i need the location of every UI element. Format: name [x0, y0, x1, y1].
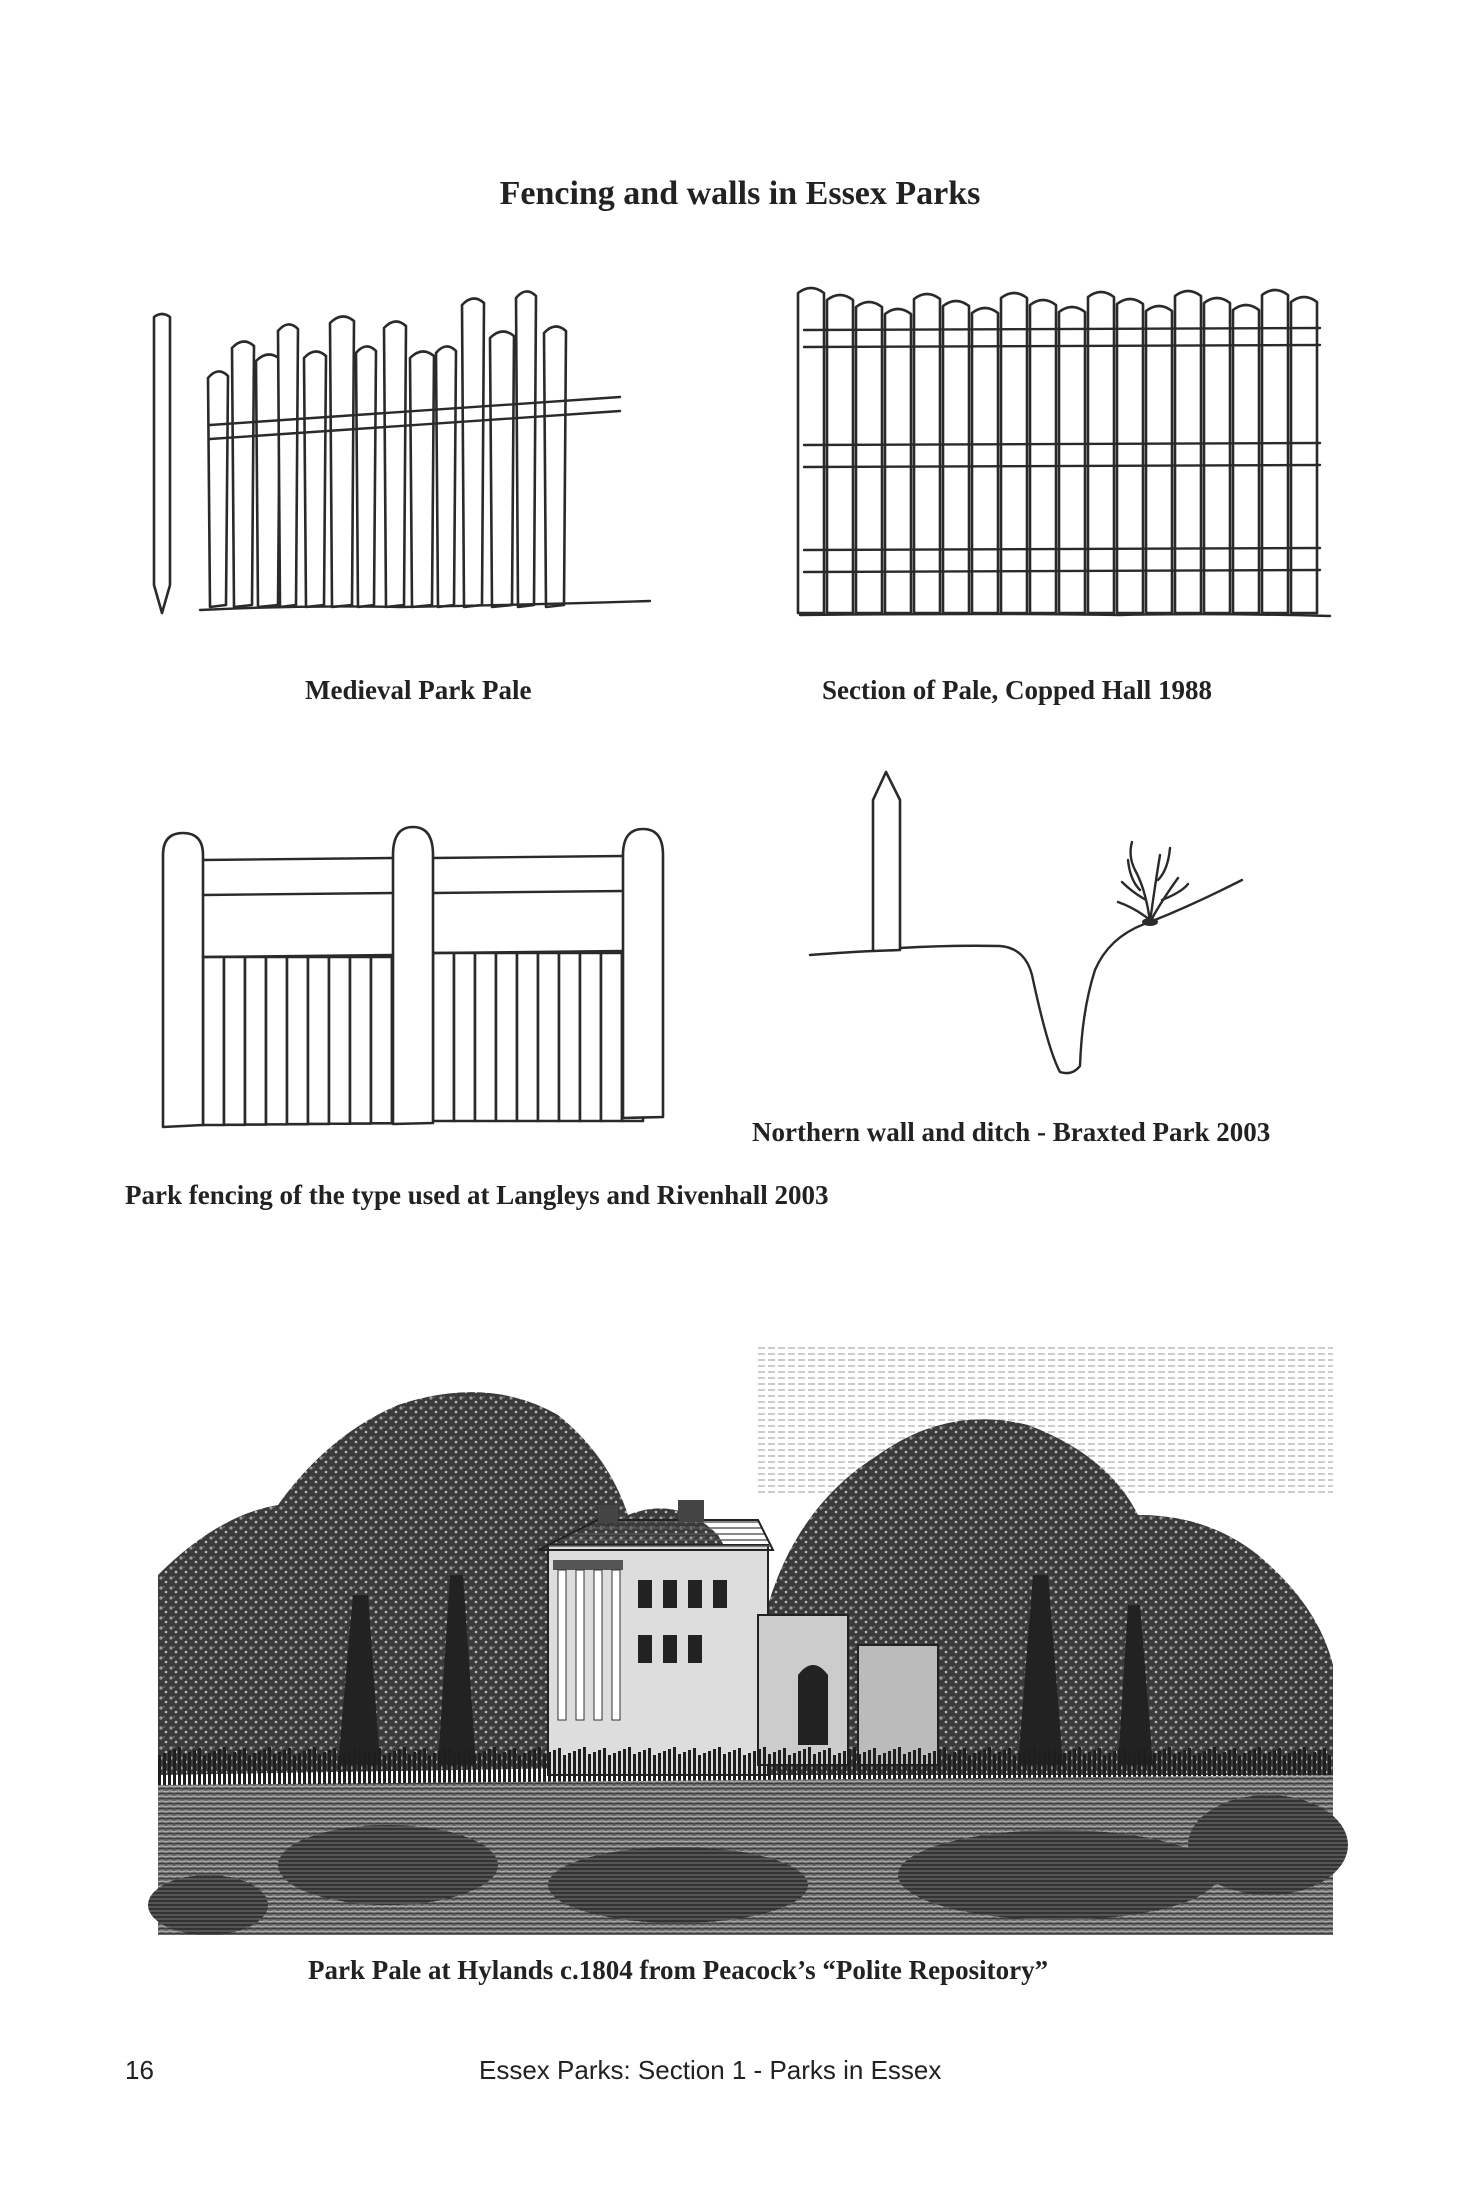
- langleys-fence-drawing: [155, 815, 685, 1135]
- medieval-pale-drawing: [140, 275, 660, 615]
- hylands-caption: Park Pale at Hylands c.1804 from Peacock’s “Polite Repository”: [308, 1955, 1049, 1985]
- braxted-wall-ditch-drawing: [810, 760, 1270, 1080]
- copped-hall-caption: Section of Pale, Copped Hall 1988: [822, 675, 1212, 705]
- langleys-caption: Park fencing of the type used at Langleys and Rivenhall 2003: [125, 1180, 829, 1210]
- page-number: 16: [125, 2055, 154, 2085]
- braxted-caption: Northern wall and ditch - Braxted Park 2003: [752, 1117, 1271, 1147]
- medieval-pale-caption: Medieval Park Pale: [305, 675, 532, 705]
- page-title: Fencing and walls in Essex Parks: [499, 175, 981, 212]
- copped-hall-pale-drawing: [790, 275, 1330, 625]
- running-title: Essex Parks: Section 1 - Parks in Essex: [479, 2055, 942, 2085]
- hylands-engraving: [158, 1345, 1333, 1935]
